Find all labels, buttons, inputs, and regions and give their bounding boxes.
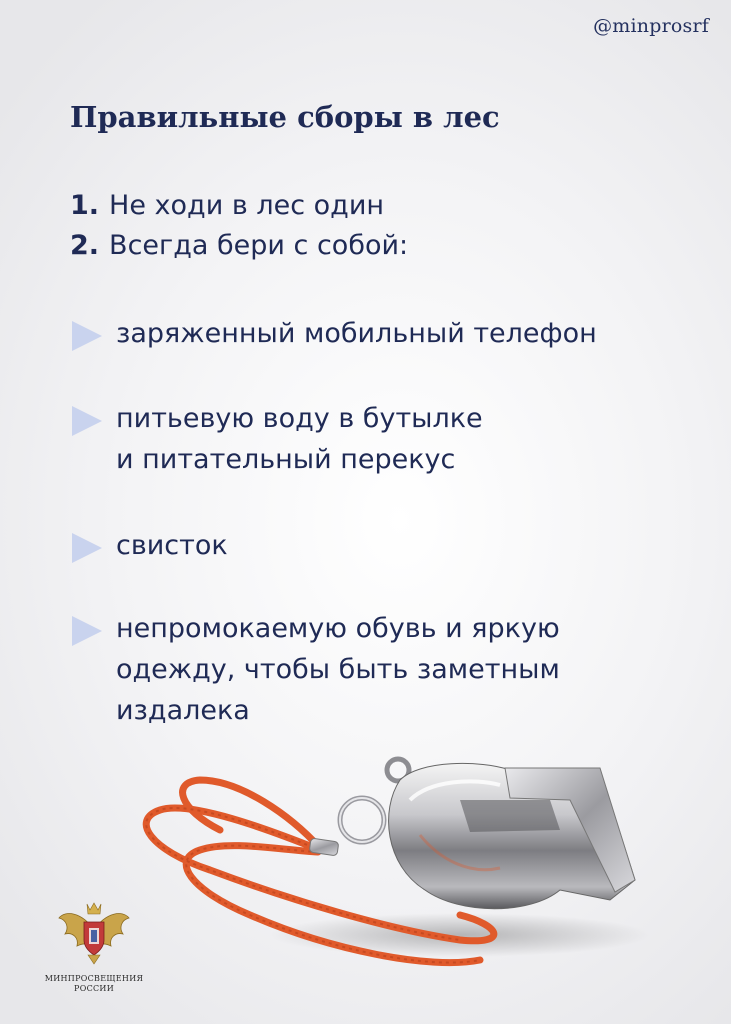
numbered-list	[70, 186, 408, 266]
item-number: 1.	[70, 190, 100, 221]
numbered-item-1	[70, 186, 408, 226]
ministry-logo	[44, 900, 144, 994]
page-title: Правильные сборы в лес	[70, 100, 500, 134]
bullet-text: непромокаемую обувь и яркую одежду, чтобы быть заметным издалека	[116, 613, 560, 726]
item-text: Не ходи в лес один	[109, 190, 385, 221]
bullet-text: питьевую воду в бутылке и питательный перекус	[116, 403, 483, 475]
whistle-icon	[130, 740, 650, 1000]
whistle-image	[130, 740, 650, 1000]
bullet-item-whistle	[70, 525, 228, 566]
triangle-bullet-icon	[70, 404, 104, 438]
bullet-item-clothing	[70, 608, 560, 731]
bullet-item-phone	[70, 313, 597, 354]
social-handle: @minprosrf	[593, 15, 709, 37]
bullet-text: заряженный мобильный телефон	[116, 318, 597, 349]
triangle-bullet-icon	[70, 531, 104, 565]
bullet-text: свисток	[116, 530, 228, 561]
item-number: 2.	[70, 230, 100, 261]
logo-caption: МИНПРОСВЕЩЕНИЯ РОССИИ	[44, 974, 144, 993]
numbered-item-2	[70, 226, 408, 266]
bullet-item-water	[70, 398, 483, 480]
triangle-bullet-icon	[70, 319, 104, 353]
item-text: Всегда бери с собой:	[109, 230, 409, 261]
ministry-emblem-icon	[57, 900, 131, 966]
triangle-bullet-icon	[70, 614, 104, 648]
